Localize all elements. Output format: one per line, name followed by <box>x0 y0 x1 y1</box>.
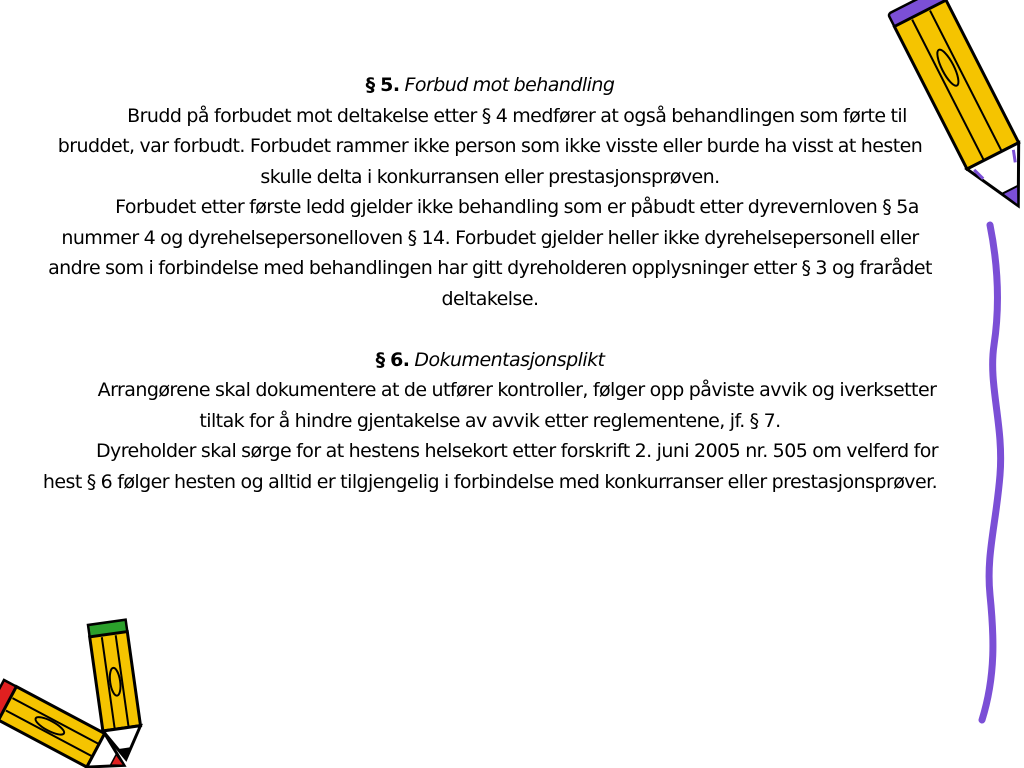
section-paragraph: Forbudet etter første ledd gjelder ikke behandling som er påbudt etter dyrevernloven § 5a nummer 4 og dyrehelsepersonelloven § 14. Forbudet gjelder heller ikke dyrehelsepersonell eller andre som i forbindelse med behandlingen har gitt dyreholderen opplysninger etter § 3 og frarådet deltakelse. <box>48 196 932 310</box>
section-number: § 6. <box>375 348 410 371</box>
section-paragraph: Dyreholder skal sørge for at hestens helsekort etter forskrift 2. juni 2005 nr. 505 om velferd for hest § 6 følger hesten og alltid er tilgjengelig i forbindelse med konkurranser eller prestasjonsprøver. <box>42 440 939 493</box>
section-paragraph: Arrangørene skal dokumentere at de utfører kontroller, følger opp påviste avvik og iverksetter tiltak for å hindre gjentakelse av avvik etter reglementene, jf. § 7. <box>97 379 937 432</box>
regulation-text <box>40 70 940 497</box>
section-paragraph: Brudd på forbudet mot deltakelse etter § 4 medfører at også behandlingen som førte til bruddet, var forbudt. Forbudet rammer ikke person som ikke visste eller burde ha visst at hesten skulle delta i konkurransen eller prestasjonsprøven. <box>57 104 923 188</box>
section-title: Dokumentasjonsplikt <box>414 348 605 371</box>
section-divider <box>40 314 940 345</box>
section-heading <box>40 345 940 376</box>
section-title: Forbud mot behandling <box>404 74 615 96</box>
section-5 <box>40 70 940 314</box>
section-6 <box>40 345 940 498</box>
section-number: § 5. <box>365 74 400 96</box>
wavy-border-line <box>960 225 1020 725</box>
pencil-red-icon <box>0 650 160 768</box>
section-heading <box>40 70 940 101</box>
